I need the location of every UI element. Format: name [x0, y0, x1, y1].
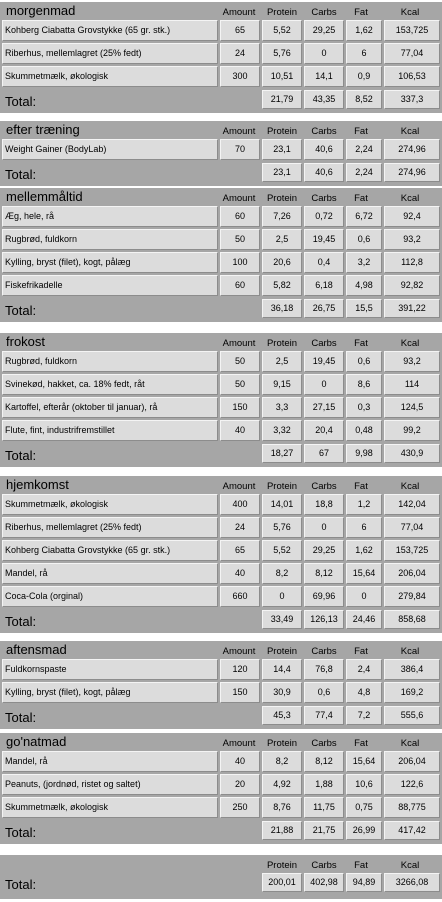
column-header-protein: Protein — [266, 7, 298, 18]
section-header — [0, 2, 442, 20]
column-header-kcal: Kcal — [400, 193, 420, 204]
section-header — [0, 121, 442, 139]
grand-total-fat-cell: 94,89 — [346, 873, 382, 892]
section-header — [0, 733, 442, 751]
fat-cell: 0 — [346, 586, 382, 607]
meal-section — [0, 476, 442, 633]
carbs-cell: 19,45 — [304, 351, 344, 372]
food-name-cell: Fuldkornspaste — [2, 659, 218, 680]
table-row — [2, 66, 440, 87]
meal-section — [0, 641, 442, 729]
column-header-carbs: Carbs — [311, 338, 337, 349]
carbs-cell: 1,88 — [304, 774, 344, 795]
column-header-protein: Protein — [266, 481, 298, 492]
section-title: frokost — [6, 334, 46, 349]
protein-cell: 10,51 — [262, 66, 302, 87]
section-total-label: Total: — [5, 303, 37, 318]
total-carbs-cell: 26,75 — [304, 299, 344, 318]
column-header-fat: Fat — [354, 338, 368, 349]
fat-cell: 1,62 — [346, 20, 382, 41]
meal-section — [0, 2, 442, 113]
total-protein-cell: 18,27 — [262, 444, 302, 463]
food-name-cell: Riberhus, mellemlagret (25% fedt) — [2, 43, 218, 64]
section-header — [0, 188, 442, 206]
protein-cell: 8,76 — [262, 797, 302, 818]
total-protein-cell: 45,3 — [262, 706, 302, 725]
section-title: aftensmad — [6, 642, 67, 657]
table-row — [2, 659, 440, 680]
section-header — [0, 476, 442, 494]
meal-section — [0, 188, 442, 322]
meal-section — [0, 121, 442, 186]
carbs-cell: 20,4 — [304, 420, 344, 441]
amount-cell: 300 — [220, 66, 260, 87]
food-name-cell: Flute, fint, industrifremstillet — [2, 420, 218, 441]
carbs-cell: 11,75 — [304, 797, 344, 818]
total-protein-cell: 21,79 — [262, 90, 302, 109]
total-kcal-cell: 391,22 — [384, 299, 440, 318]
amount-cell: 250 — [220, 797, 260, 818]
total-carbs-cell: 77,4 — [304, 706, 344, 725]
total-carbs-cell: 21,75 — [304, 821, 344, 840]
food-name-cell: Mandel, rå — [2, 751, 218, 772]
carbs-cell: 19,45 — [304, 229, 344, 250]
section-title: efter træning — [6, 122, 80, 137]
kcal-cell: 142,04 — [384, 494, 440, 515]
amount-cell: 400 — [220, 494, 260, 515]
food-name-cell: Svinekød, hakket, ca. 18% fedt, råt — [2, 374, 218, 395]
protein-cell: 20,6 — [262, 252, 302, 273]
fat-cell: 2,4 — [346, 659, 382, 680]
table-row — [2, 275, 440, 296]
amount-cell: 120 — [220, 659, 260, 680]
fat-cell: 0,75 — [346, 797, 382, 818]
section-title: morgenmad — [6, 3, 76, 18]
section-total-label: Total: — [5, 448, 37, 463]
carbs-cell: 0 — [304, 374, 344, 395]
column-header-carbs: Carbs — [311, 646, 337, 657]
fat-cell: 0,6 — [346, 229, 382, 250]
total-kcal-cell: 555,6 — [384, 706, 440, 725]
column-header-protein: Protein — [266, 126, 298, 137]
section-title: mellemmåltid — [6, 189, 83, 204]
food-name-cell: Coca-Cola (orginal) — [2, 586, 218, 607]
protein-cell: 30,9 — [262, 682, 302, 703]
amount-cell: 660 — [220, 586, 260, 607]
column-header-kcal: Kcal — [400, 338, 420, 349]
column-header-amount: Amount — [222, 193, 256, 204]
kcal-cell: 122,6 — [384, 774, 440, 795]
table-row — [2, 586, 440, 607]
section-header — [0, 641, 442, 659]
kcal-cell: 169,2 — [384, 682, 440, 703]
column-header-kcal: Kcal — [400, 646, 420, 657]
total-fat-cell: 24,46 — [346, 610, 382, 629]
section-total-label: Total: — [5, 710, 37, 725]
kcal-cell: 88,775 — [384, 797, 440, 818]
table-row — [2, 420, 440, 441]
food-name-cell: Rugbrød, fuldkorn — [2, 351, 218, 372]
column-header-amount: Amount — [222, 646, 256, 657]
column-header-fat: Fat — [354, 7, 368, 18]
column-header-fat: Fat — [354, 481, 368, 492]
column-header-fat: Fat — [354, 646, 368, 657]
table-row — [2, 43, 440, 64]
total-carbs-cell: 126,13 — [304, 610, 344, 629]
amount-cell: 150 — [220, 682, 260, 703]
food-name-cell: Rugbrød, fuldkorn — [2, 229, 218, 250]
amount-cell: 20 — [220, 774, 260, 795]
total-protein-cell: 23,1 — [262, 163, 302, 182]
amount-cell: 65 — [220, 540, 260, 561]
protein-cell: 7,26 — [262, 206, 302, 227]
carbs-cell: 0,4 — [304, 252, 344, 273]
amount-cell: 50 — [220, 374, 260, 395]
kcal-cell: 112,8 — [384, 252, 440, 273]
table-row — [2, 563, 440, 584]
total-kcal-cell: 274,96 — [384, 163, 440, 182]
food-name-cell: Kylling, bryst (filet), kogt, pålæg — [2, 682, 218, 703]
kcal-cell: 274,96 — [384, 139, 440, 160]
fat-cell: 3,2 — [346, 252, 382, 273]
column-header-carbs: Carbs — [311, 193, 337, 204]
column-header-amount: Amount — [222, 738, 256, 749]
carbs-cell: 0 — [304, 43, 344, 64]
total-fat-cell: 2,24 — [346, 163, 382, 182]
food-name-cell: Skummetmælk, økologisk — [2, 66, 218, 87]
carbs-cell: 0,72 — [304, 206, 344, 227]
column-header-protein: Protein — [266, 338, 298, 349]
table-row — [2, 494, 440, 515]
food-name-cell: Skummetmælk, økologisk — [2, 797, 218, 818]
food-name-cell: Skummetmælk, økologisk — [2, 494, 218, 515]
carbs-cell: 0 — [304, 517, 344, 538]
food-name-cell: Kohberg Ciabatta Grovstykke (65 gr. stk.) — [2, 540, 218, 561]
protein-cell: 23,1 — [262, 139, 302, 160]
kcal-cell: 124,5 — [384, 397, 440, 418]
protein-cell: 9,15 — [262, 374, 302, 395]
protein-cell: 2,5 — [262, 229, 302, 250]
total-fat-cell: 9,98 — [346, 444, 382, 463]
total-carbs-cell: 67 — [304, 444, 344, 463]
section-title: hjemkomst — [6, 477, 69, 492]
total-kcal-cell: 858,68 — [384, 610, 440, 629]
fat-cell: 6,72 — [346, 206, 382, 227]
protein-cell: 3,32 — [262, 420, 302, 441]
table-row — [2, 682, 440, 703]
amount-cell: 50 — [220, 229, 260, 250]
protein-cell: 0 — [262, 586, 302, 607]
column-header-amount: Amount — [222, 126, 256, 137]
carbs-cell: 14,1 — [304, 66, 344, 87]
protein-cell: 5,52 — [262, 540, 302, 561]
column-header-kcal: Kcal — [400, 860, 420, 871]
column-header-kcal: Kcal — [400, 738, 420, 749]
amount-cell: 24 — [220, 43, 260, 64]
amount-cell: 70 — [220, 139, 260, 160]
fat-cell: 10,6 — [346, 774, 382, 795]
total-kcal-cell: 337,3 — [384, 90, 440, 109]
carbs-cell: 69,96 — [304, 586, 344, 607]
fat-cell: 2,24 — [346, 139, 382, 160]
column-header-fat: Fat — [354, 738, 368, 749]
table-row — [2, 229, 440, 250]
kcal-cell: 93,2 — [384, 229, 440, 250]
table-row — [2, 397, 440, 418]
column-header-kcal: Kcal — [400, 126, 420, 137]
column-header-protein: Protein — [266, 193, 298, 204]
table-row — [2, 374, 440, 395]
carbs-cell: 8,12 — [304, 751, 344, 772]
carbs-cell: 40,6 — [304, 139, 344, 160]
total-fat-cell: 7,2 — [346, 706, 382, 725]
food-name-cell: Kylling, bryst (filet), kogt, pålæg — [2, 252, 218, 273]
protein-cell: 8,2 — [262, 563, 302, 584]
amount-cell: 100 — [220, 252, 260, 273]
total-kcal-cell: 430,9 — [384, 444, 440, 463]
total-fat-cell: 15,5 — [346, 299, 382, 318]
food-name-cell: Kohberg Ciabatta Grovstykke (65 gr. stk.) — [2, 20, 218, 41]
total-protein-cell: 36,18 — [262, 299, 302, 318]
meal-section — [0, 733, 442, 844]
kcal-cell: 77,04 — [384, 517, 440, 538]
carbs-cell: 76,8 — [304, 659, 344, 680]
food-name-cell: Weight Gainer (BodyLab) — [2, 139, 218, 160]
protein-cell: 8,2 — [262, 751, 302, 772]
protein-cell: 14,4 — [262, 659, 302, 680]
total-protein-cell: 33,49 — [262, 610, 302, 629]
column-header-kcal: Kcal — [400, 481, 420, 492]
table-row — [2, 540, 440, 561]
protein-cell: 5,76 — [262, 517, 302, 538]
amount-cell: 65 — [220, 20, 260, 41]
table-row — [2, 797, 440, 818]
food-name-cell: Mandel, rå — [2, 563, 218, 584]
table-row — [2, 351, 440, 372]
kcal-cell: 206,04 — [384, 751, 440, 772]
fat-cell: 4,8 — [346, 682, 382, 703]
grand-total-section — [0, 855, 442, 899]
section-total-label: Total: — [5, 94, 37, 109]
kcal-cell: 114 — [384, 374, 440, 395]
amount-cell: 60 — [220, 206, 260, 227]
section-total-label: Total: — [5, 614, 37, 629]
carbs-cell: 29,25 — [304, 540, 344, 561]
section-title: go'natmad — [6, 734, 67, 749]
protein-cell: 5,82 — [262, 275, 302, 296]
carbs-cell: 6,18 — [304, 275, 344, 296]
amount-cell: 40 — [220, 420, 260, 441]
table-row — [2, 774, 440, 795]
carbs-cell: 0,6 — [304, 682, 344, 703]
meal-section — [0, 333, 442, 467]
table-row — [2, 206, 440, 227]
food-name-cell: Kartoffel, efterår (oktober til januar), rå — [2, 397, 218, 418]
kcal-cell: 93,2 — [384, 351, 440, 372]
column-header-amount: Amount — [222, 338, 256, 349]
column-header-fat: Fat — [354, 860, 368, 871]
food-name-cell: Fiskefrikadelle — [2, 275, 218, 296]
fat-cell: 6 — [346, 517, 382, 538]
column-header-carbs: Carbs — [311, 481, 337, 492]
kcal-cell: 153,725 — [384, 20, 440, 41]
total-fat-cell: 26,99 — [346, 821, 382, 840]
carbs-cell: 29,25 — [304, 20, 344, 41]
fat-cell: 1,62 — [346, 540, 382, 561]
kcal-cell: 77,04 — [384, 43, 440, 64]
food-name-cell: Peanuts, (jordnød, ristet og saltet) — [2, 774, 218, 795]
column-header-carbs: Carbs — [311, 126, 337, 137]
column-header-fat: Fat — [354, 126, 368, 137]
fat-cell: 0,9 — [346, 66, 382, 87]
amount-cell: 24 — [220, 517, 260, 538]
total-fat-cell: 8,52 — [346, 90, 382, 109]
column-header-protein: Protein — [266, 738, 298, 749]
grand-total-carbs-cell: 402,98 — [304, 873, 344, 892]
column-header-protein: Protein — [266, 860, 298, 871]
carbs-cell: 8,12 — [304, 563, 344, 584]
kcal-cell: 153,725 — [384, 540, 440, 561]
table-row — [2, 20, 440, 41]
table-row — [2, 139, 440, 160]
column-header-amount: Amount — [222, 481, 256, 492]
protein-cell: 14,01 — [262, 494, 302, 515]
amount-cell: 40 — [220, 563, 260, 584]
fat-cell: 15,64 — [346, 563, 382, 584]
amount-cell: 60 — [220, 275, 260, 296]
column-header-carbs: Carbs — [311, 7, 337, 18]
fat-cell: 0,6 — [346, 351, 382, 372]
kcal-cell: 92,4 — [384, 206, 440, 227]
section-total-label: Total: — [5, 167, 37, 182]
food-name-cell: Æg, hele, rå — [2, 206, 218, 227]
column-header-amount: Amount — [222, 7, 256, 18]
fat-cell: 8,6 — [346, 374, 382, 395]
kcal-cell: 99,2 — [384, 420, 440, 441]
amount-cell: 50 — [220, 351, 260, 372]
section-total-label: Total: — [5, 825, 37, 840]
fat-cell: 0,3 — [346, 397, 382, 418]
protein-cell: 5,76 — [262, 43, 302, 64]
carbs-cell: 27,15 — [304, 397, 344, 418]
column-header-carbs: Carbs — [311, 860, 337, 871]
kcal-cell: 386,4 — [384, 659, 440, 680]
kcal-cell: 92,82 — [384, 275, 440, 296]
table-row — [2, 252, 440, 273]
fat-cell: 15,64 — [346, 751, 382, 772]
protein-cell: 4,92 — [262, 774, 302, 795]
table-row — [2, 751, 440, 772]
fat-cell: 0,48 — [346, 420, 382, 441]
column-header-fat: Fat — [354, 193, 368, 204]
grand-total-label: Total: — [5, 877, 37, 892]
protein-cell: 5,52 — [262, 20, 302, 41]
fat-cell: 4,98 — [346, 275, 382, 296]
table-row — [2, 517, 440, 538]
carbs-cell: 18,8 — [304, 494, 344, 515]
protein-cell: 3,3 — [262, 397, 302, 418]
section-header — [0, 333, 442, 351]
kcal-cell: 106,53 — [384, 66, 440, 87]
column-header-carbs: Carbs — [311, 738, 337, 749]
grand-total-protein-cell: 200,01 — [262, 873, 302, 892]
total-carbs-cell: 40,6 — [304, 163, 344, 182]
kcal-cell: 279,84 — [384, 586, 440, 607]
fat-cell: 6 — [346, 43, 382, 64]
protein-cell: 2,5 — [262, 351, 302, 372]
amount-cell: 150 — [220, 397, 260, 418]
total-protein-cell: 21,88 — [262, 821, 302, 840]
amount-cell: 40 — [220, 751, 260, 772]
fat-cell: 1,2 — [346, 494, 382, 515]
total-carbs-cell: 43,35 — [304, 90, 344, 109]
food-name-cell: Riberhus, mellemlagret (25% fedt) — [2, 517, 218, 538]
grand-total-kcal-cell: 3266,08 — [384, 873, 440, 892]
column-header-protein: Protein — [266, 646, 298, 657]
column-header-kcal: Kcal — [400, 7, 420, 18]
kcal-cell: 206,04 — [384, 563, 440, 584]
total-kcal-cell: 417,42 — [384, 821, 440, 840]
